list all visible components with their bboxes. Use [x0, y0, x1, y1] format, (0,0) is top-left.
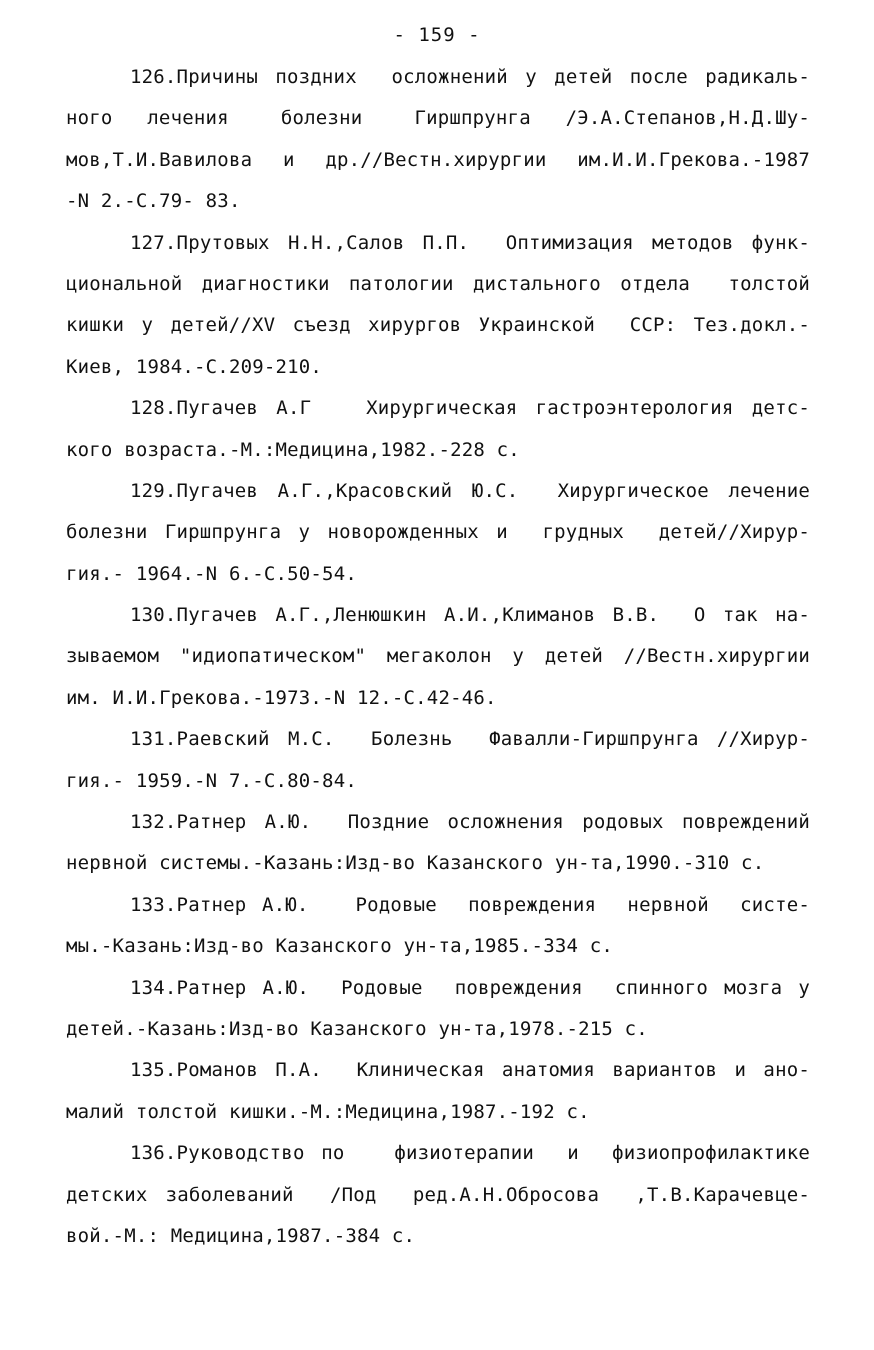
reference-entry: [66, 1055, 810, 1138]
reference-line: детей.-Казань:Изд-во Казанского ун-та,1978.-215 с.: [66, 1017, 648, 1040]
reference-entry: [66, 476, 810, 600]
reference-line: 130.Пугачев А.Г.,Ленюшкин А.И.,Климанов В.В. О так на-: [130, 604, 810, 627]
page-number: - 159 -: [393, 24, 481, 46]
reference-line: зываемом "идиопатическом" мегаколон у детей //Вестн.хирургии: [66, 645, 810, 668]
reference-line: вой.-М.: Медицина,1987.-384 с.: [66, 1224, 416, 1247]
reference-entry: [66, 62, 810, 228]
reference-line: кишки у детей//XV съезд хирургов Украинской ССР: Тез.докл.-: [66, 314, 810, 337]
reference-line: 128.Пугачев А.Г Хирургическая гастроэнтерология детс-: [130, 397, 810, 420]
reference-line: 126.Причины поздних осложнений у детей после радикаль-: [130, 66, 810, 88]
reference-line: гия.- 1959.-N 7.-С.80-84.: [66, 769, 357, 792]
reference-line: гия.- 1964.-N 6.-С.50-54.: [66, 562, 357, 585]
reference-line: 136.Руководство по физиотерапии и физиопрофилактике: [130, 1142, 810, 1165]
reference-line: циональной диагностики патологии дистального отдела толстой: [66, 272, 810, 295]
reference-line: кого возраста.-М.:Медицина,1982.-228 с.: [66, 438, 520, 461]
reference-line: 133.Ратнер А.Ю. Родовые повреждения нервной систе-: [130, 893, 810, 916]
reference-line: ного лечения болезни Гиршпрунга /Э.А.Степанов,Н.Д.Шу-: [66, 107, 810, 130]
reference-line: 129.Пугачев А.Г.,Красовский Ю.С. Хирургическое лечение: [130, 479, 810, 502]
reference-line: 132.Ратнер А.Ю. Поздние осложнения родовых повреждений: [130, 811, 810, 834]
reference-line: им. И.И.Грекова.-1973.-N 12.-С.42-46.: [66, 686, 497, 709]
reference-line: мы.-Казань:Изд-во Казанского ун-та,1985.-334 с.: [66, 935, 614, 958]
reference-entry: [66, 890, 810, 973]
reference-line: детских заболеваний /Под ред.А.Н.Обросова ,Т.В.Карачевце-: [66, 1183, 810, 1206]
reference-entry: [66, 1138, 810, 1262]
reference-line: -N 2.-С.79- 83.: [66, 190, 241, 213]
reference-line: мов,Т.И.Вавилова и др.//Вестн.хирургии им.И.И.Грекова.-1987: [66, 148, 810, 171]
reference-line: 127.Прутовых Н.Н.,Салов П.П. Оптимизация методов функ-: [130, 231, 810, 254]
reference-line: 135.Романов П.А. Клиническая анатомия вариантов и ано-: [130, 1059, 810, 1082]
reference-line: болезни Гиршпрунга у новорожденных и грудных детей//Хирур-: [66, 521, 810, 544]
reference-line: 134.Ратнер А.Ю. Родовые повреждения спинного мозга у: [130, 976, 810, 999]
reference-entry: [66, 807, 810, 890]
reference-line: малий толстой кишки.-М.:Медицина,1987.-192 с.: [66, 1100, 590, 1123]
reference-entry: [66, 393, 810, 476]
reference-entry: [66, 724, 810, 807]
reference-entry: [66, 228, 810, 394]
reference-line: 131.Раевский М.С. Болезнь Фавалли-Гиршпрунга //Хирур-: [130, 728, 810, 751]
reference-entry: [66, 600, 810, 724]
reference-line: Киев, 1984.-С.209-210.: [66, 355, 323, 378]
reference-list: [66, 62, 810, 1262]
reference-entry: [66, 973, 810, 1056]
reference-line: нервной системы.-Казань:Изд-во Казанского ун-та,1990.-310 с.: [66, 852, 765, 875]
